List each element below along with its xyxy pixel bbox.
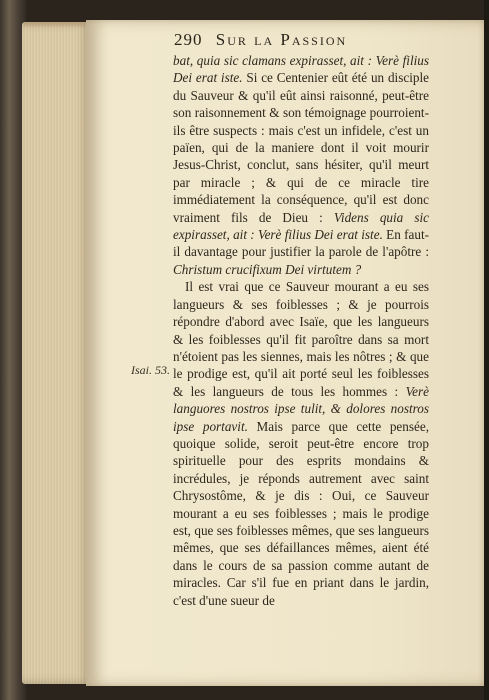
body-text [173, 52, 429, 609]
margin-reference: Isai. 53. [131, 363, 170, 377]
right-margin-edge [484, 0, 489, 700]
latin-quote: Verè languores nostros ipse tulit, & dolores nostros ipse portavit. [173, 383, 429, 434]
latin-quote: bat, quia sic clamans expirasset, ait : Verè filius Dei erat iste. [173, 53, 429, 86]
running-title: Sur la Passion [215, 30, 348, 49]
running-header [174, 30, 474, 52]
page-edges-shadow [24, 22, 90, 28]
text-run: En faut-il davantage pour justifier la parole de l'apôtre : [173, 227, 430, 260]
paragraph-1 [173, 52, 429, 278]
latin-quote: Christum crucifixum Dei virtutem ? [173, 261, 362, 277]
text-run: Mais parce que cette pensée, quoique solide, seroit peut-être encore trop spirituelle pour des esprits mondains & incrédules, je réponds autrement avec saint Chrysostôme, & je dis : Oui, ce Sauveur mourant a eu ses foiblesses ; mais le prodige est, que ses foiblesses mêmes, que ses langueurs mêmes, que ses défaillances mêmes, aient été dans le cours de sa passion comme autant de miracles. Car s'il fue en priant dans le jardin, c'est d'une sueur de [173, 418, 429, 608]
page-edges [22, 22, 92, 684]
text-run: Si ce Centenier eût été un disciple du Sauveur & qu'il eût ainsi raisonné, peut-être son raisonnement & son témoignage pourroient-ils être suspects : mais c'est un infidele, c'est un païen, qui de la maniere dont il voit mourir Jesus-Christ, conclut, sans hésiter, qu'il meurt par miracle ; & qui de ce miracle tire immédiatement la conséquence, qu'il est donc vraiment fils de Dieu : [173, 70, 429, 225]
page-number: 290 [174, 30, 203, 49]
text-run: Il est vrai que ce Sauveur mourant a eu ses langueurs & ses foiblesses ; & je pourrois répondre d'abord avec Isaïe, que les langueurs & les foiblesses qu'il fit paroître dans sa mort n'étoient pas les siennes, mais les nôtres ; & que le prodige est, qu'il ait porté seul les foiblesses & les langueurs de tous les hommes : [173, 279, 429, 399]
paragraph-2 [173, 278, 429, 609]
latin-quote: Videns quia sic expirasset, ait : Verè filius Dei erat iste. [173, 209, 429, 243]
